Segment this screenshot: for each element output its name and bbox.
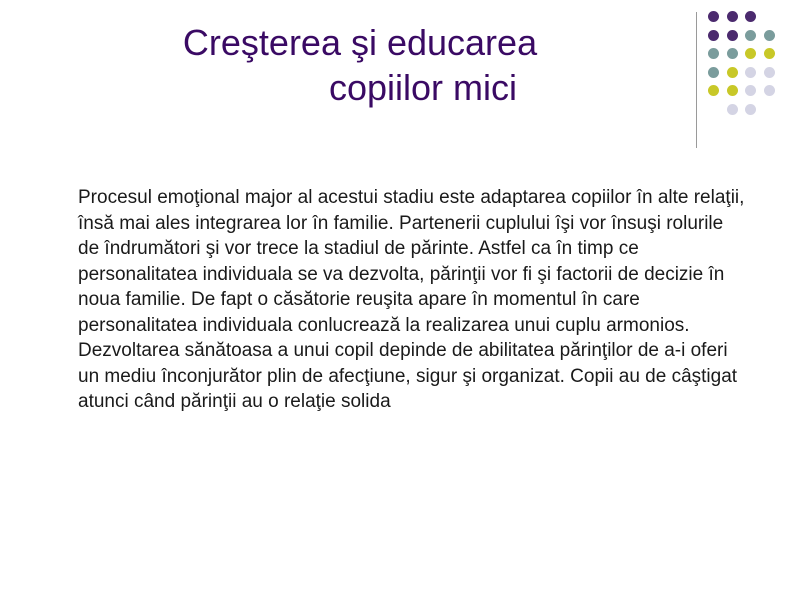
decorative-dot bbox=[708, 85, 719, 96]
title-line-2: copiilor mici bbox=[328, 67, 518, 108]
body-text bbox=[78, 185, 748, 415]
decorative-dot bbox=[764, 67, 775, 78]
decorative-dot bbox=[727, 67, 738, 78]
decorative-dot bbox=[745, 67, 756, 78]
paragraph-2: Dezvoltarea sănătoasa a unui copil depinde de abilitatea părinţilor de a-i oferi un mediu înconjurător plin de afecţiune, sigur şi organizat. Copii au de câştigat atunci când părinţii au o relaţie solida bbox=[78, 340, 738, 412]
title-line-1: Creşterea şi educarea bbox=[182, 22, 538, 63]
decorative-dot bbox=[727, 104, 738, 115]
decorative-dot bbox=[727, 11, 738, 22]
paragraph-1: Procesul emoţional major al acestui stadiu este adaptarea copiilor în alte relaţii, însă mai ales integrarea lor în familie. Partenerii cuplului îşi vor însuşi rolurile de îndrumători şi vor trece la stadiul de părinte. Astfel ca în timp ce personalitatea individuala se va dezvolta, părinţii vor fi şi factorii de decizie în noua familie. De fapt o căsătorie reuşita apare în momentul în care personalitatea individuala conlucrează la realizarea unui cuplu armonios. bbox=[78, 187, 745, 336]
decorative-dot bbox=[764, 30, 775, 41]
decorative-dot bbox=[708, 30, 719, 41]
decorative-dot bbox=[764, 85, 775, 96]
decorative-dot bbox=[708, 11, 719, 22]
decorative-divider bbox=[696, 12, 697, 148]
decorative-dot bbox=[708, 67, 719, 78]
decorative-dot bbox=[764, 48, 775, 59]
decorative-dot bbox=[745, 85, 756, 96]
decorative-dot bbox=[727, 48, 738, 59]
decorative-dot bbox=[745, 11, 756, 22]
slide-title bbox=[100, 20, 620, 110]
decorative-dot bbox=[745, 104, 756, 115]
decorative-dot bbox=[708, 48, 719, 59]
decorative-dot bbox=[745, 30, 756, 41]
decorative-dot bbox=[745, 48, 756, 59]
decorative-dot bbox=[727, 85, 738, 96]
decorative-dot bbox=[727, 30, 738, 41]
